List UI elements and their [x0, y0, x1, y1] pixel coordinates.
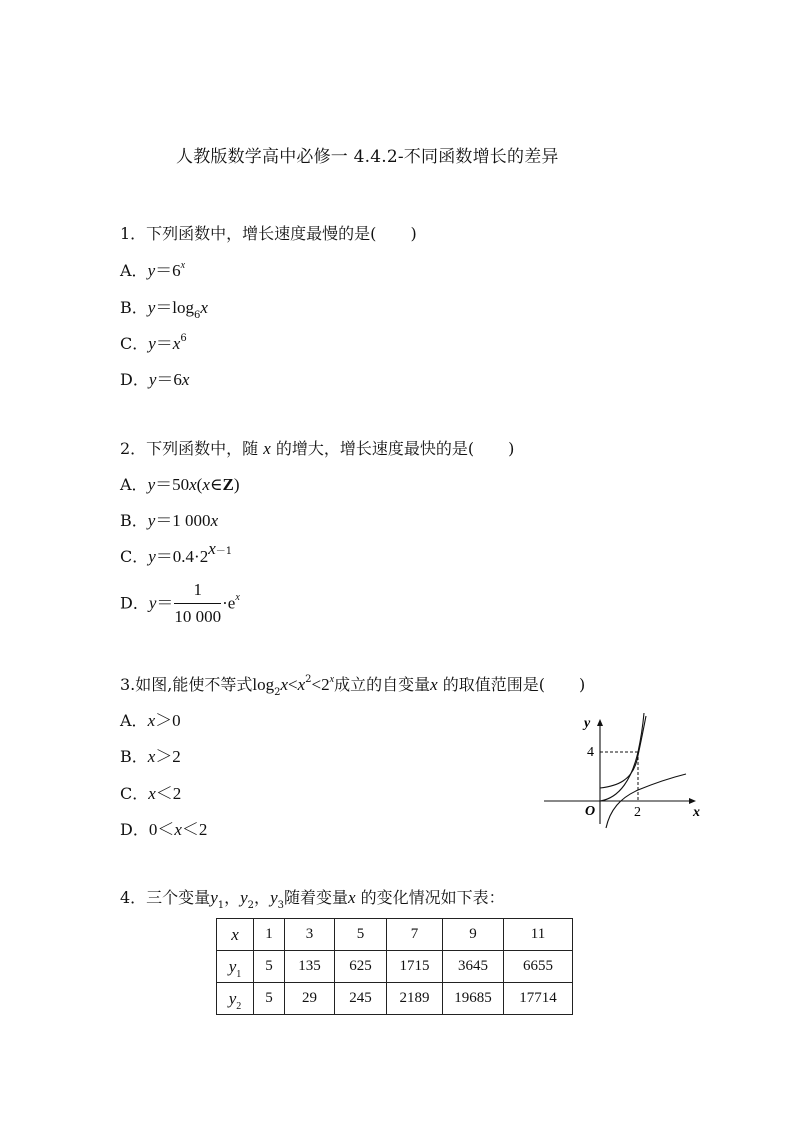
- table-cell: 19685: [443, 983, 504, 1015]
- subscript: 6: [194, 310, 201, 322]
- table-cell: 3: [285, 919, 335, 951]
- stem-text: 的增大，增长速度最快的是(: [270, 439, 475, 458]
- expr: <2: [311, 675, 330, 694]
- y-axis-label: y: [584, 716, 591, 731]
- q2-option-a: [120, 476, 239, 493]
- option-label: B．: [120, 298, 148, 317]
- expr: 0＜: [148, 820, 175, 839]
- var-y: y: [228, 956, 237, 976]
- table-cell: 29: [285, 983, 335, 1015]
- exponent: x: [329, 673, 335, 685]
- var-x: x: [181, 370, 190, 389]
- var-x: x: [348, 888, 356, 907]
- expr: ·e: [222, 593, 236, 613]
- var-y: y: [147, 475, 156, 494]
- separator: ，: [254, 888, 271, 907]
- var-y: y: [148, 593, 157, 613]
- question-2-stem: [120, 440, 514, 457]
- var-x: x: [148, 784, 156, 803]
- table-cell: 11: [504, 919, 573, 951]
- option-label: A．: [120, 475, 148, 494]
- table-cell: 5: [254, 951, 285, 983]
- fraction: [174, 580, 221, 628]
- var-y: y: [210, 888, 218, 907]
- var-x: x: [147, 711, 156, 730]
- exponent: x: [180, 259, 186, 271]
- table-cell: 2189: [387, 983, 443, 1015]
- var-y: y: [240, 888, 248, 907]
- q2-option-c: [120, 538, 233, 566]
- var-x: x: [200, 298, 208, 317]
- q2-option-d: [120, 580, 240, 628]
- table-row: [217, 951, 573, 983]
- page-title: 人教版数学高中必修一 4.4.2-不同函数增长的差异: [176, 147, 559, 167]
- expr: ＜2: [181, 820, 208, 839]
- function-graph: [540, 708, 710, 830]
- option-label: A．: [120, 261, 148, 280]
- integer-set: Z: [222, 475, 234, 494]
- exponent: 2: [305, 673, 312, 685]
- data-table: [216, 918, 573, 1015]
- expr: ＞0: [155, 711, 181, 730]
- table-cell: 7: [387, 919, 443, 951]
- table-cell: 625: [335, 951, 387, 983]
- var-x: x: [174, 820, 182, 839]
- var-y: y: [147, 298, 156, 317]
- var-x: x: [231, 924, 239, 944]
- var-x: x: [202, 475, 210, 494]
- exponent: 6: [180, 332, 187, 344]
- stem-text: 的取值范围是(: [437, 675, 545, 694]
- q3-option-a: [120, 712, 181, 729]
- exponent-rest: －1: [215, 545, 233, 557]
- table-cell: 17714: [504, 983, 573, 1015]
- q3-option-d: [120, 821, 207, 838]
- table-cell: [217, 951, 254, 983]
- subscript: 2: [236, 1000, 242, 1012]
- stem-text: 2．下列函数中，随: [120, 439, 264, 458]
- table-cell: 6655: [504, 951, 573, 983]
- var-y: y: [270, 888, 278, 907]
- subscript: 2: [247, 900, 255, 912]
- subscript: 1: [217, 900, 225, 912]
- subscript: 1: [236, 968, 242, 980]
- q1-option-b: [120, 298, 208, 322]
- option-label: C．: [120, 547, 149, 566]
- table-cell: 5: [254, 983, 285, 1015]
- element-of-symbol: ∈: [209, 475, 223, 494]
- expr: ＝: [156, 593, 174, 613]
- exponent: x: [235, 592, 240, 604]
- x-tick-label: 2: [634, 805, 641, 820]
- separator: ，: [224, 888, 241, 907]
- var-x: x: [172, 334, 181, 353]
- denominator: 10 000: [174, 607, 222, 627]
- var-y: y: [148, 370, 157, 389]
- question-1-stem: [120, 226, 417, 242]
- expr: ＝6: [155, 261, 181, 280]
- table-cell: 1: [254, 919, 285, 951]
- option-label: A．: [120, 711, 148, 730]
- table-cell: 9: [443, 919, 504, 951]
- table-cell: [217, 919, 254, 951]
- var-y: y: [148, 334, 156, 353]
- option-label: C．: [120, 784, 149, 803]
- var-x: x: [147, 747, 156, 766]
- var-x: x: [263, 439, 271, 458]
- q1-option-a: [120, 259, 186, 280]
- expr: ＞2: [155, 747, 181, 766]
- x-axis-arrow-icon: [689, 798, 696, 804]
- y-tick-label: 4: [587, 745, 594, 760]
- stem-text: 成立的自变量: [334, 675, 431, 694]
- numerator: 1: [174, 580, 221, 604]
- subscript: 3: [277, 900, 284, 912]
- stem-text: 4．三个变量: [120, 888, 211, 907]
- expr: ＝: [155, 334, 173, 353]
- q3-option-c: [120, 785, 181, 802]
- table-cell: 135: [285, 951, 335, 983]
- question-2-close-paren: ): [508, 439, 515, 458]
- table-cell: 1715: [387, 951, 443, 983]
- var-x: x: [189, 475, 197, 494]
- question-1-text: 1．下列函数中，增长速度最慢的是(: [120, 224, 377, 243]
- q3-option-b: [120, 748, 181, 765]
- option-label: D．: [120, 820, 149, 839]
- table-cell: 5: [335, 919, 387, 951]
- expr: ＝log: [155, 298, 195, 317]
- y-axis-arrow-icon: [597, 719, 603, 726]
- log-symbol: log: [252, 675, 275, 694]
- expr: ＜2: [155, 784, 182, 803]
- var-x: x: [210, 511, 219, 530]
- table-cell: 3645: [443, 951, 504, 983]
- table-cell: [217, 983, 254, 1015]
- option-label: B．: [120, 511, 148, 530]
- table-cell: 245: [335, 983, 387, 1015]
- log-base: 2: [274, 687, 281, 699]
- table-row: [217, 983, 573, 1015]
- option-label: D．: [120, 370, 149, 389]
- option-label: C．: [120, 334, 149, 353]
- var-y: y: [147, 261, 156, 280]
- expr: ＝50: [155, 475, 190, 494]
- x-axis-label: x: [693, 805, 700, 820]
- option-label: D．: [120, 593, 149, 613]
- q2-option-b: [120, 512, 218, 529]
- stem-text: 随着变量: [283, 888, 348, 907]
- less-than: <: [288, 675, 298, 694]
- var-y: y: [147, 511, 156, 530]
- q1-option-d: [120, 371, 189, 388]
- var-y: y: [148, 547, 156, 566]
- var-x: x: [430, 675, 438, 694]
- exponent-var: x: [208, 538, 216, 558]
- expr: ＝0.4·2: [155, 547, 209, 566]
- stem-text: 的变化情况如下表：: [355, 888, 505, 907]
- var-x: x: [280, 675, 289, 694]
- question-3-close-paren: ): [578, 675, 586, 694]
- paren: ): [233, 475, 240, 494]
- var-y: y: [228, 988, 237, 1008]
- var-x: x: [297, 675, 306, 694]
- question-3-stem: [120, 673, 586, 699]
- question-1-close-paren: ): [410, 224, 417, 243]
- table-row: [217, 919, 573, 951]
- q1-option-c: [120, 332, 187, 353]
- paren: (: [196, 475, 203, 494]
- stem-text: 3.如图,能使不等式: [120, 675, 253, 694]
- option-label: B．: [120, 747, 148, 766]
- origin-label: O: [585, 804, 596, 819]
- question-4-stem: [120, 888, 505, 912]
- expr: ＝6: [156, 370, 182, 389]
- expr: ＝1 000: [155, 511, 211, 530]
